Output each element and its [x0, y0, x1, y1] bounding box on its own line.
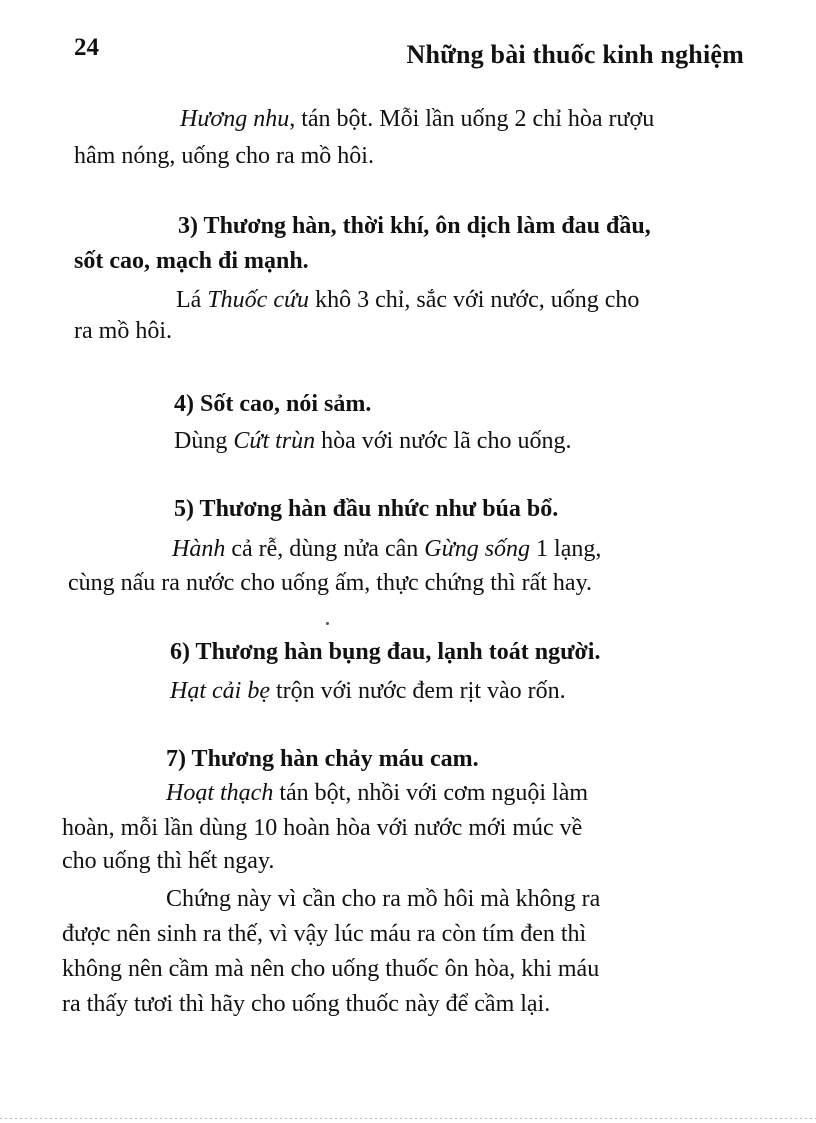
note-line-2: được nên sinh ra thế, vì vậy lúc máu ra còn tím đen thì — [62, 921, 587, 947]
section-7-heading: 7) Thương hàn chảy máu cam. — [166, 746, 479, 772]
print-speck — [326, 622, 329, 625]
note-line-4: ra thấy tươi thì hãy cho uống thuốc này để cầm lại. — [62, 991, 551, 1017]
scan-edge — [0, 1118, 816, 1119]
intro-line-1 — [180, 104, 654, 134]
note-line-3: không nên cầm mà nên cho uống thuốc ôn hòa, khi máu — [62, 956, 600, 982]
herb-name-cut-trun: Cứt trùn — [233, 428, 316, 454]
note-line-1: Chứng này vì cần cho ra mồ hôi mà không ra — [166, 886, 601, 912]
section-7-body-line-1 — [166, 778, 588, 808]
section-5-body-mid: cả rễ, dùng nửa cân — [225, 536, 425, 562]
section-5-body-line-2: cùng nấu ra nước cho uống ấm, thực chứng thì rất hay. — [68, 570, 593, 596]
section-6-heading: 6) Thương hàn bụng đau, lạnh toát người. — [170, 639, 601, 665]
running-title: Những bài thuốc kinh nghiệm — [406, 40, 744, 69]
section-7-body-line-3: cho uống thì hết ngay. — [62, 848, 275, 874]
section-4-body-prefix: Dùng — [174, 428, 234, 454]
page-header — [74, 30, 748, 74]
herb-name-huong-nhu: Hương nhu — [180, 106, 290, 132]
section-4-body-text: hòa với nước lã cho uống. — [315, 428, 572, 454]
section-3-body-line-1 — [176, 285, 639, 315]
herb-name-thuoc-cuu: Thuốc cứu — [207, 287, 310, 313]
section-3-heading-line-1: 3) Thương hàn, thời khí, ôn dịch làm đau đầu, — [178, 213, 651, 239]
section-4-heading: 4) Sốt cao, nói sảm. — [174, 391, 372, 417]
section-3-heading-line-2: sốt cao, mạch đi mạnh. — [74, 248, 309, 274]
section-6-body-text: trộn với nước đem rịt vào rốn. — [269, 678, 566, 704]
section-5-heading: 5) Thương hàn đầu nhức như búa bổ. — [174, 496, 559, 522]
section-3-body-text: khô 3 chỉ, sắc với nước, uống cho — [309, 287, 640, 313]
intro-line-2: hâm nóng, uống cho ra mồ hôi. — [74, 143, 374, 169]
intro-line-1-text: , tán bột. Mỗi lần uống 2 chỉ hòa rượu — [289, 106, 655, 132]
section-7-body-text: tán bột, nhồi với cơm nguội làm — [273, 780, 589, 806]
section-4-body-line-1 — [174, 426, 571, 456]
section-5-body-end: 1 lạng, — [530, 536, 602, 562]
herb-name-hoat-thach: Hoạt thạch — [166, 780, 274, 806]
herb-name-gung-song: Gừng sống — [424, 536, 531, 562]
section-3-body-prefix: Lá — [176, 287, 208, 313]
herb-name-hanh: Hành — [172, 536, 226, 562]
herb-name-hat-cai-be: Hạt cải bẹ — [170, 678, 270, 704]
section-7-body-line-2: hoàn, mỗi lần dùng 10 hoàn hòa với nước mới múc về — [62, 815, 583, 841]
page-number: 24 — [74, 34, 99, 61]
section-3-body-line-2: ra mồ hôi. — [74, 318, 172, 344]
section-6-body-line-1 — [170, 676, 566, 706]
section-5-body-line-1 — [172, 534, 601, 564]
